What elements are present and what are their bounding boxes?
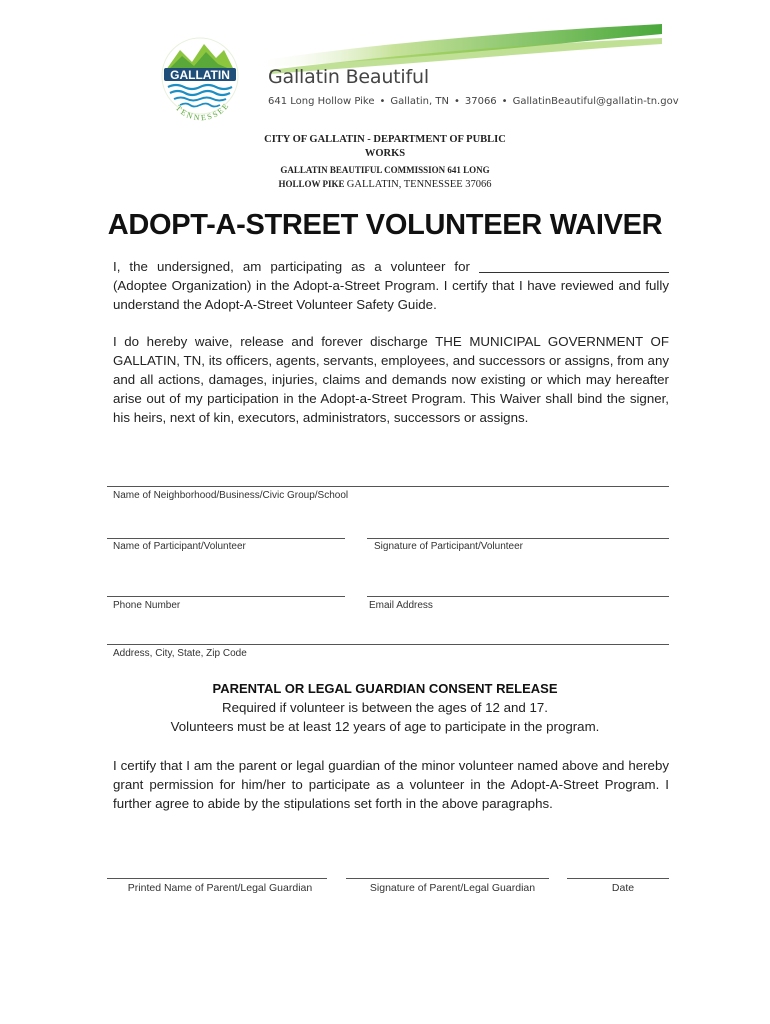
- waiver-paragraph: I do hereby waive, release and forever discharge THE MUNICIPAL GOVERNMENT OF GALLATIN, TN, its officers, agents, servants, employees, and successors or assigns, from any and all actions, damages, injuries, claims and demands now existing or which may hereafter arise out of my participation in the Adopt-a-Street Program. This Waiver shall bind the signer, his heirs, next of kin, executors, administrators, successors or assigns.: [113, 334, 669, 425]
- commission-header: [200, 163, 570, 192]
- email-label: Email Address: [369, 600, 433, 611]
- phone-label: Phone Number: [113, 600, 181, 611]
- separator: •: [453, 96, 460, 107]
- address-label: Address, City, State, Zip Code: [113, 648, 247, 659]
- email-line[interactable]: [367, 596, 669, 597]
- header-line-4-bold: HOLLOW PIKE: [278, 179, 345, 189]
- participant-name-line[interactable]: [107, 538, 345, 539]
- guardian-signature-label: Signature of Parent/Legal Guardian: [369, 882, 536, 894]
- header-line-2: WORKS: [364, 148, 406, 159]
- date-line[interactable]: [567, 878, 669, 879]
- consent-age-note: Volunteers must be at least 12 years of age to participate in the program.: [170, 719, 600, 734]
- guardian-signature-line[interactable]: [346, 878, 549, 879]
- participant-signature-line[interactable]: [367, 538, 669, 539]
- header-line-3: GALLATIN BEAUTIFUL COMMISSION 641 LONG: [280, 165, 490, 175]
- organization-line[interactable]: [107, 486, 669, 487]
- address-text: 641 Long Hollow Pike: [268, 96, 375, 107]
- participant-signature-label: Signature of Participant/Volunteer: [374, 541, 523, 552]
- city-text: Gallatin, TN: [390, 96, 449, 107]
- participant-name-label: Name of Participant/Volunteer: [113, 541, 246, 552]
- header-line-4: [200, 177, 570, 192]
- separator: •: [501, 96, 508, 107]
- organization-name: Gallatin Beautiful: [268, 66, 429, 88]
- consent-paragraph: I certify that I am the parent or legal guardian of the minor volunteer named above and hereby grant permission for him/her to participate as a volunteer in the Adopt-A-Street Program. I further agree to abide by the stipulations set forth in the above paragraphs.: [113, 758, 669, 811]
- intro-paragraph: [113, 257, 669, 314]
- gallatin-logo: [158, 34, 242, 128]
- phone-line[interactable]: [107, 596, 345, 597]
- date-label: Date: [611, 882, 635, 894]
- intro-continuation: (Adoptee Organization) in the Adopt-a-Street Program. I certify that I have reviewed and fully understand the Adopt-A-Street Volunteer Safety Guide.: [113, 278, 669, 312]
- page-title: ADOPT-A-STREET VOLUNTEER WAIVER: [107, 209, 663, 241]
- header-line-4-plain: GALLATIN, TENNESSEE 37066: [346, 179, 492, 190]
- organization-label: Name of Neighborhood/Business/Civic Group/School: [113, 490, 349, 501]
- header-line-1: CITY OF GALLATIN - DEPARTMENT OF PUBLIC: [264, 134, 506, 145]
- department-header: [200, 133, 570, 161]
- consent-requirement: Required if volunteer is between the ages of 12 and 17.: [222, 700, 548, 715]
- email-text: GallatinBeautiful@gallatin-tn.gov: [512, 96, 679, 107]
- logo-subtext: TENNESSEE: [173, 100, 232, 123]
- guardian-name-line[interactable]: [107, 878, 327, 879]
- organization-contact: [268, 96, 679, 107]
- guardian-name-label: Printed Name of Parent/Legal Guardian: [127, 882, 313, 894]
- zip-text: 37066: [464, 96, 497, 107]
- separator: •: [379, 96, 386, 107]
- organization-blank[interactable]: [479, 258, 669, 273]
- intro-text: I, the undersigned, am participating as a volunteer for: [113, 259, 470, 274]
- consent-title: PARENTAL OR LEGAL GUARDIAN CONSENT RELEASE: [212, 681, 558, 696]
- logo-text: GALLATIN: [170, 68, 230, 82]
- address-line[interactable]: [107, 644, 669, 645]
